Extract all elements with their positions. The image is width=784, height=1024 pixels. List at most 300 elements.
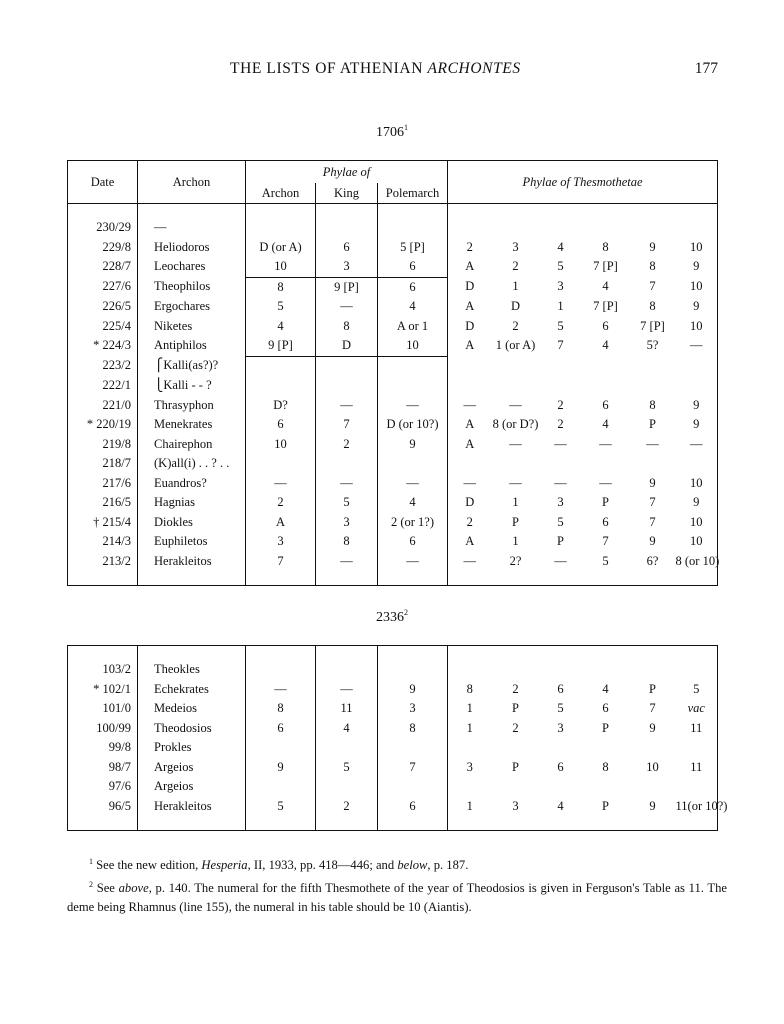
- polemarch-phyle-cell: A or 1: [378, 317, 448, 337]
- thesmothete-4-cell: 7: [602, 534, 609, 548]
- polemarch-phyle-cell: —: [378, 396, 448, 416]
- thesmothete-5-cell: —: [646, 436, 659, 451]
- table-2336: [67, 645, 728, 831]
- king-phyle-cell: 3: [316, 257, 378, 277]
- thesmothete-1-cell: [448, 738, 492, 758]
- thesmothete-2-cell: 3: [512, 239, 519, 254]
- thesmothete-3-cell: 1: [557, 299, 564, 313]
- thesmothete-3-cell: 6: [557, 759, 564, 774]
- thesmothete-4-cell: [582, 660, 630, 680]
- table-row: [68, 435, 718, 455]
- table-row: [68, 277, 718, 297]
- date-cell: 218/7: [102, 456, 131, 470]
- table-row: [68, 660, 718, 680]
- table-row: [68, 336, 718, 356]
- table-1706: [67, 160, 718, 586]
- table-row: [68, 297, 718, 317]
- page-header: [0, 60, 784, 84]
- table-row: [68, 719, 718, 739]
- thesmothete-6-cell: 9: [693, 495, 700, 509]
- thesmothete-2-cell: P: [512, 701, 519, 715]
- thesmothete-5-cell: 7: [649, 279, 656, 294]
- date-cell: 227/6: [102, 279, 131, 294]
- thesmothete-5-cell: [630, 454, 676, 474]
- thesmothete-2-cell: 1: [512, 279, 519, 294]
- date-cell: 103/2: [102, 662, 131, 676]
- archon-cell: Medeios: [138, 699, 246, 719]
- archon-phyle-cell: 10: [246, 435, 316, 455]
- thesmothete-3-cell: 5: [557, 701, 564, 715]
- thesmothete-2-cell: 8 (or D?): [492, 417, 539, 431]
- thesmothete-3-cell: [540, 356, 582, 376]
- thesmothete-5-cell: 8: [649, 299, 656, 313]
- archon-phyle-cell: 5: [246, 297, 316, 317]
- thesmothete-6-cell: [676, 777, 718, 797]
- table-row: [68, 777, 718, 797]
- polemarch-phyle-cell: 8: [378, 719, 448, 739]
- header-thesmothetae: Phylae of Thesmothetae: [448, 161, 718, 204]
- archon-phyle-cell: 9: [246, 758, 316, 778]
- table1-label: 1706$^1$: [376, 123, 408, 140]
- king-phyle-cell: 8: [316, 317, 378, 337]
- date-cell: 213/2: [102, 553, 131, 568]
- footnote-1: $^1$ See the new edition, Hesperia, II, 1933, pp. 418—446; and below, p. 187.: [89, 857, 469, 873]
- table2-label: 2336$^2$: [376, 608, 408, 625]
- thesmothete-6-cell: [676, 738, 718, 758]
- thesmothete-2-cell: 1: [512, 534, 519, 548]
- thesmothete-5-cell: [630, 738, 676, 758]
- thesmothete-2-cell: 1 (or A): [495, 338, 536, 353]
- thesmothete-6-cell: —: [690, 436, 703, 451]
- page-number: 177: [694, 60, 718, 77]
- thesmothete-5-cell: 7: [649, 495, 656, 509]
- thesmothete-1-cell: 3: [448, 758, 492, 778]
- thesmothete-4-cell: 5: [602, 553, 609, 568]
- table-row: [68, 493, 718, 513]
- thesmothete-4-cell: [582, 356, 630, 376]
- thesmothete-6-cell: 11: [690, 720, 703, 735]
- thesmothete-6-cell: vac: [687, 701, 705, 715]
- thesmothete-1-cell: [448, 376, 492, 396]
- thesmothete-1-cell: 8: [448, 680, 492, 700]
- date-cell: 217/6: [102, 475, 131, 490]
- king-phyle-cell: [316, 777, 378, 797]
- archon-phyle-cell: [246, 777, 316, 797]
- thesmothete-6-cell: [676, 454, 718, 474]
- thesmothete-3-cell: 5: [557, 259, 564, 274]
- date-cell: 221/0: [102, 397, 131, 412]
- thesmothete-3-cell: [540, 218, 582, 238]
- thesmothete-1-cell: 1: [448, 719, 492, 739]
- date-cell: 223/2: [102, 358, 131, 373]
- thesmothete-3-cell: 6: [557, 681, 564, 696]
- thesmothete-2-cell: P: [512, 759, 519, 774]
- king-phyle-cell: 5: [316, 493, 378, 513]
- date-cell: 96/5: [108, 798, 131, 813]
- thesmothete-6-cell: [676, 218, 718, 238]
- thesmothete-1-cell: 1: [448, 699, 492, 719]
- thesmothete-5-cell: P: [649, 681, 656, 696]
- thesmothete-2-cell: [492, 738, 540, 758]
- thesmothete-3-cell: [540, 660, 582, 680]
- running-title: THE LISTS OF ATHENIAN ARCHONTES: [230, 60, 521, 77]
- archon-phyle-cell: 7: [246, 552, 316, 572]
- king-phyle-cell: 8: [316, 532, 378, 552]
- king-phyle-cell: 6: [316, 238, 378, 258]
- king-phyle-cell: [316, 660, 378, 680]
- table-row: [68, 758, 718, 778]
- thesmothete-5-cell: 7: [649, 701, 656, 715]
- king-phyle-cell: —: [316, 552, 378, 572]
- thesmothete-3-cell: 3: [557, 495, 564, 509]
- thesmothete-5-cell: [630, 660, 676, 680]
- polemarch-phyle-cell: 9: [378, 680, 448, 700]
- thesmothete-4-cell: [582, 738, 630, 758]
- thesmothete-2-cell: 3: [512, 798, 519, 813]
- table-row: [68, 238, 718, 258]
- thesmothete-3-cell: —: [554, 436, 567, 451]
- thesmothete-4-cell: 4: [602, 279, 609, 294]
- date-cell: 225/4: [102, 318, 131, 333]
- polemarch-phyle-cell: 9: [378, 435, 448, 455]
- thesmothete-1-cell: [448, 454, 492, 474]
- archon-phyle-cell: 5: [246, 797, 316, 817]
- table-row: [68, 680, 718, 700]
- thesmothete-6-cell: 10: [690, 534, 703, 548]
- thesmothete-3-cell: 2: [557, 397, 564, 412]
- archon-phyle-cell: —: [246, 680, 316, 700]
- king-phyle-cell: [316, 376, 378, 396]
- archon-phyle-cell: [246, 218, 316, 238]
- date-cell: 100/99: [96, 720, 131, 735]
- thesmothete-4-cell: 8: [602, 759, 609, 774]
- archon-phyle-cell: 9 [P]: [246, 336, 316, 356]
- thesmothete-4-cell: P: [602, 495, 609, 509]
- thesmothete-2-cell: [492, 454, 540, 474]
- king-phyle-cell: [316, 218, 378, 238]
- archon-phyle-cell: [246, 376, 316, 396]
- king-phyle-cell: [316, 454, 378, 474]
- king-phyle-cell: 2: [316, 435, 378, 455]
- thesmothete-4-cell: [582, 454, 630, 474]
- archon-cell: Leochares: [138, 257, 246, 277]
- footnotes: [67, 852, 727, 917]
- polemarch-phyle-cell: [378, 738, 448, 758]
- polemarch-phyle-cell: —: [378, 552, 448, 572]
- header-sub-archon: Archon: [246, 183, 316, 204]
- archon-cell: ⎩Kalli - - ?: [138, 376, 246, 396]
- archon-phyle-cell: [246, 738, 316, 758]
- thesmothete-6-cell: 10: [690, 514, 703, 529]
- king-phyle-cell: —: [316, 297, 378, 317]
- thesmothete-3-cell: —: [554, 475, 567, 490]
- table-row: [68, 356, 718, 376]
- archon-cell: Thrasyphon: [138, 396, 246, 416]
- thesmothete-1-cell: [448, 660, 492, 680]
- thesmothete-4-cell: 4: [602, 681, 609, 696]
- archon-cell: Hagnias: [138, 493, 246, 513]
- header-phylae-of: Phylae of: [246, 161, 448, 184]
- archon-cell: Euandros?: [138, 474, 246, 494]
- thesmothete-4-cell: —: [599, 475, 612, 490]
- thesmothete-2-cell: 2: [512, 681, 519, 696]
- thesmothete-2-cell: [492, 777, 540, 797]
- archon-phyle-cell: [246, 356, 316, 376]
- thesmothete-2-cell: 2?: [509, 553, 522, 568]
- polemarch-phyle-cell: 5 [P]: [378, 238, 448, 258]
- archon-phyle-cell: 8: [246, 277, 316, 297]
- table-row: [68, 415, 718, 435]
- thesmothete-5-cell: 7: [649, 514, 656, 529]
- archon-cell: Heliodoros: [138, 238, 246, 258]
- date-cell: 222/1: [102, 378, 131, 392]
- thesmothete-2-cell: P: [512, 514, 519, 529]
- table-row: [68, 797, 718, 817]
- thesmothete-2-cell: —: [509, 436, 522, 451]
- thesmothete-4-cell: 6: [602, 318, 609, 333]
- archon-phyle-cell: A: [246, 513, 316, 533]
- thesmothete-1-cell: A: [448, 297, 492, 317]
- king-phyle-cell: —: [316, 396, 378, 416]
- date-cell: 216/5: [102, 495, 131, 509]
- thesmothete-1-cell: A: [448, 257, 492, 277]
- thesmothete-3-cell: [540, 738, 582, 758]
- thesmothete-3-cell: 7: [557, 338, 564, 353]
- king-phyle-cell: 9 [P]: [316, 277, 378, 297]
- thesmothete-5-cell: [630, 356, 676, 376]
- thesmothete-4-cell: 4: [602, 338, 609, 353]
- archon-cell: —: [138, 218, 246, 238]
- polemarch-phyle-cell: 3: [378, 699, 448, 719]
- archon-phyle-cell: 3: [246, 532, 316, 552]
- date-cell: 228/7: [102, 259, 131, 274]
- archon-cell: Herakleitos: [138, 552, 246, 572]
- king-phyle-cell: 4: [316, 719, 378, 739]
- king-phyle-cell: D: [316, 336, 378, 356]
- thesmothete-6-cell: [676, 660, 718, 680]
- thesmothete-4-cell: [582, 218, 630, 238]
- thesmothete-1-cell: D: [448, 317, 492, 337]
- date-cell: * 224/3: [93, 338, 131, 353]
- footnote-2: $^2$ See above, p. 140. The numeral for the fifth Thesmothete of the year of Theodosios is given in Ferguson's Table as 11. The deme being Rhamnus (line 155), the numeral in his table should be 10 (Aiantis).: [67, 880, 727, 915]
- thesmothete-1-cell: A: [448, 435, 492, 455]
- thesmothete-3-cell: 3: [557, 720, 564, 735]
- archon-phyle-cell: 6: [246, 719, 316, 739]
- thesmothete-2-cell: —: [509, 475, 522, 490]
- table-row: [68, 532, 718, 552]
- thesmothete-6-cell: 9: [693, 259, 700, 274]
- archon-phyle-cell: D (or A): [246, 238, 316, 258]
- polemarch-phyle-cell: 6: [378, 797, 448, 817]
- thesmothete-5-cell: 7 [P]: [640, 318, 665, 333]
- archon-cell: Antiphilos: [138, 336, 246, 356]
- polemarch-phyle-cell: 4: [378, 493, 448, 513]
- thesmothete-4-cell: —: [599, 436, 612, 451]
- archon-phyle-cell: [246, 660, 316, 680]
- thesmothete-6-cell: 10: [690, 239, 703, 254]
- date-cell: 226/5: [102, 299, 131, 313]
- king-phyle-cell: —: [316, 474, 378, 494]
- polemarch-phyle-cell: 6: [378, 277, 448, 297]
- thesmothete-5-cell: 6?: [646, 553, 659, 568]
- thesmothete-6-cell: [676, 356, 718, 376]
- archon-cell: Euphiletos: [138, 532, 246, 552]
- header-date: Date: [68, 161, 138, 204]
- thesmothete-6-cell: [676, 376, 718, 396]
- king-phyle-cell: [316, 356, 378, 376]
- archon-phyle-cell: 6: [246, 415, 316, 435]
- thesmothete-1-cell: A: [448, 336, 492, 356]
- thesmothete-5-cell: [630, 376, 676, 396]
- thesmothete-2-cell: 1: [512, 495, 519, 509]
- polemarch-phyle-cell: [378, 454, 448, 474]
- thesmothete-6-cell: 10: [690, 279, 703, 294]
- polemarch-phyle-cell: 2 (or 1?): [378, 513, 448, 533]
- thesmothete-5-cell: 9: [649, 475, 656, 490]
- date-cell: 97/6: [108, 779, 131, 793]
- date-cell: 99/8: [108, 740, 131, 754]
- date-cell: 219/8: [102, 436, 131, 451]
- table-row: [68, 376, 718, 396]
- thesmothete-6-cell: 9: [693, 417, 700, 431]
- polemarch-phyle-cell: 7: [378, 758, 448, 778]
- thesmothete-2-cell: [492, 376, 540, 396]
- archon-phyle-cell: D?: [246, 396, 316, 416]
- thesmothete-5-cell: 8: [649, 259, 656, 274]
- thesmothete-5-cell: [630, 777, 676, 797]
- archon-cell: Argeios: [138, 777, 246, 797]
- king-phyle-cell: —: [316, 680, 378, 700]
- polemarch-phyle-cell: [378, 660, 448, 680]
- thesmothete-1-cell: D: [448, 277, 492, 297]
- thesmothete-3-cell: 5: [557, 318, 564, 333]
- thesmothete-3-cell: [540, 777, 582, 797]
- archon-phyle-cell: 4: [246, 317, 316, 337]
- archon-cell: Chairephon: [138, 435, 246, 455]
- archon-cell: Niketes: [138, 317, 246, 337]
- header-sub-polemarch: Polemarch: [378, 183, 448, 204]
- thesmothete-1-cell: D: [448, 493, 492, 513]
- thesmothete-6-cell: 5: [693, 681, 700, 696]
- thesmothete-4-cell: [582, 376, 630, 396]
- archon-phyle-cell: —: [246, 474, 316, 494]
- thesmothete-2-cell: 2: [512, 259, 519, 274]
- king-phyle-cell: [316, 738, 378, 758]
- thesmothete-5-cell: 5?: [646, 338, 659, 353]
- table-row: [68, 396, 718, 416]
- polemarch-phyle-cell: 4: [378, 297, 448, 317]
- thesmothete-4-cell: 7 [P]: [593, 299, 618, 313]
- thesmothete-4-cell: 6: [602, 701, 609, 715]
- thesmothete-5-cell: 8: [649, 397, 656, 412]
- polemarch-phyle-cell: [378, 218, 448, 238]
- thesmothete-3-cell: 4: [557, 798, 564, 813]
- archon-cell: Menekrates: [138, 415, 246, 435]
- thesmothete-2-cell: [492, 356, 540, 376]
- archon-phyle-cell: [246, 454, 316, 474]
- thesmothete-1-cell: —: [448, 396, 492, 416]
- thesmothete-1-cell: —: [448, 552, 492, 572]
- thesmothete-2-cell: D: [510, 299, 521, 313]
- thesmothete-3-cell: —: [554, 553, 567, 568]
- thesmothete-1-cell: A: [448, 415, 492, 435]
- thesmothete-1-cell: A: [448, 532, 492, 552]
- thesmothete-5-cell: 9: [649, 798, 656, 813]
- polemarch-phyle-cell: [378, 356, 448, 376]
- archon-cell: Theophilos: [138, 277, 246, 297]
- thesmothete-6-cell: 10: [690, 475, 703, 490]
- archon-cell: Ergochares: [138, 297, 246, 317]
- thesmothete-4-cell: 7 [P]: [593, 259, 618, 274]
- table-row: [68, 317, 718, 337]
- table-row: [68, 552, 718, 572]
- thesmothete-4-cell: 6: [602, 397, 609, 412]
- thesmothete-1-cell: 1: [448, 797, 492, 817]
- king-phyle-cell: 11: [316, 699, 378, 719]
- archon-phyle-cell: 8: [246, 699, 316, 719]
- king-phyle-cell: 5: [316, 758, 378, 778]
- polemarch-phyle-cell: —: [378, 474, 448, 494]
- thesmothete-6-cell: 8 (or 10): [675, 553, 720, 568]
- header-sub-king: King: [316, 183, 378, 204]
- thesmothete-1-cell: 2: [448, 238, 492, 258]
- thesmothete-1-cell: [448, 218, 492, 238]
- archon-cell: Echekrates: [138, 680, 246, 700]
- polemarch-phyle-cell: 6: [378, 257, 448, 277]
- thesmothete-2-cell: 2: [512, 720, 519, 735]
- date-cell: * 102/1: [93, 681, 131, 696]
- thesmothete-3-cell: 2: [557, 417, 564, 431]
- polemarch-phyle-cell: 6: [378, 532, 448, 552]
- table-row: [68, 257, 718, 277]
- table-row: [68, 513, 718, 533]
- archon-cell: (K)all(i) . . ? . .: [138, 454, 246, 474]
- thesmothete-3-cell: 3: [557, 279, 564, 294]
- archon-cell: Theodosios: [138, 719, 246, 739]
- date-cell: 229/8: [102, 239, 131, 254]
- archon-cell: ⎧Kalli(as?)?: [138, 356, 246, 376]
- thesmothete-6-cell: 9: [693, 397, 700, 412]
- thesmothete-5-cell: [630, 218, 676, 238]
- thesmothete-5-cell: 9: [649, 720, 656, 735]
- thesmothete-2-cell: [492, 218, 540, 238]
- polemarch-phyle-cell: [378, 777, 448, 797]
- thesmothete-1-cell: [448, 356, 492, 376]
- thesmothete-6-cell: 11: [690, 759, 703, 774]
- thesmothete-1-cell: [448, 777, 492, 797]
- thesmothete-3-cell: [540, 454, 582, 474]
- header-archon: Archon: [138, 161, 246, 204]
- king-phyle-cell: 7: [316, 415, 378, 435]
- thesmothete-6-cell: 10: [690, 318, 703, 333]
- table-row: [68, 474, 718, 494]
- thesmothete-5-cell: 9: [649, 534, 656, 548]
- thesmothete-6-cell: 9: [693, 299, 700, 313]
- table-row: [68, 738, 718, 758]
- table-row: [68, 218, 718, 238]
- thesmothete-4-cell: P: [602, 798, 609, 813]
- thesmothete-4-cell: 8: [602, 239, 609, 254]
- date-cell: 98/7: [108, 759, 131, 774]
- thesmothete-2-cell: —: [509, 397, 522, 412]
- archon-cell: Argeios: [138, 758, 246, 778]
- polemarch-phyle-cell: 10: [378, 336, 448, 356]
- date-cell: * 220/19: [86, 417, 131, 431]
- date-cell: 101/0: [102, 701, 131, 715]
- thesmothete-6-cell: —: [690, 338, 703, 353]
- thesmothete-5-cell: P: [649, 417, 656, 431]
- thesmothete-1-cell: —: [448, 474, 492, 494]
